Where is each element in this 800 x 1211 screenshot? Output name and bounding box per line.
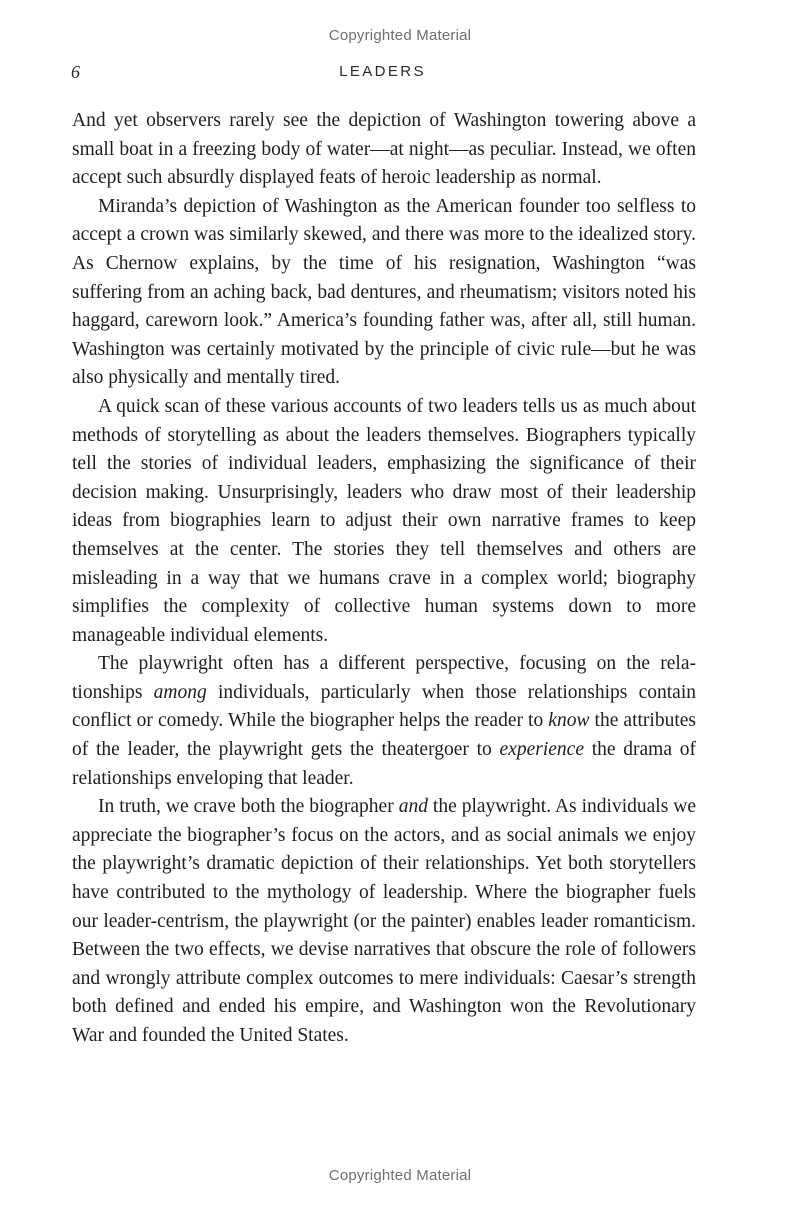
paragraph-text: Miranda’s depiction of Washington as the American founder too selfless to accept a crown was similarly skewed, and there was more to the idealized story. As Chernow explains, by the time of his resignation, Washington “was suffering from an aching back, bad dentures, and rheumatism; visitors noted his haggard, careworn look.” America’s founding father was, after all, still human. Washington was certainly motivated by the principle of civic rule—but he was also physically and mentally tired. bbox=[72, 195, 696, 389]
paragraph-3 bbox=[72, 393, 696, 650]
paragraph-text: And yet observers rarely see the depiction of Washington towering above a small boat in a freezing body of water—at night—as peculiar. Instead, we often accept such absurdly displayed feats of heroic leadership as normal. bbox=[72, 110, 696, 189]
body-text bbox=[72, 107, 696, 1051]
paragraph-text: A quick scan of these various accounts of two leaders tells us as much about methods of storytelling as about the leaders themselves. Biographers typically tell the stories of individual leaders, emphasizing the significance of their decision making. Unsurprisingly, leaders who draw most of their leadership ideas from biographies learn to adjust their own narrative frames to keep themselves at the center. The stories they tell themselves and others are misleading in a way that we humans crave in a complex world; biography simplifies the complexity of collective human systems down to more manageable individual elements. bbox=[72, 395, 696, 646]
paragraph-text: individuals, particularly when those relationships contain conflict or comedy. While the biographer helps the reader to bbox=[72, 681, 697, 732]
emphasis-among: among bbox=[153, 681, 207, 703]
paragraph-text: In truth, we crave both the biographer bbox=[98, 796, 399, 818]
emphasis-experience: experience bbox=[499, 739, 584, 761]
page-number: 6 bbox=[71, 62, 80, 82]
paragraph-1 bbox=[72, 107, 696, 193]
paragraph-5 bbox=[72, 793, 696, 1050]
paragraph-2 bbox=[72, 193, 696, 393]
paragraph-text: the attributes of the leader, the playwright gets the theatergoer to bbox=[72, 710, 696, 761]
paragraph-4 bbox=[72, 650, 696, 793]
paragraph-text: the drama of relationships enveloping that leader. bbox=[72, 739, 696, 789]
running-head: LEADERS bbox=[339, 63, 426, 80]
copyright-watermark-bottom: Copyrighted Material bbox=[328, 1167, 472, 1184]
copyright-watermark-top: Copyrighted Material bbox=[328, 27, 472, 44]
paragraph-text: The playwright often has a different perspective, focusing on the relationships bbox=[72, 653, 696, 703]
paragraph-text: the playwright. As individuals we appreciate the biographer’s focus on the actors, and as social animals we enjoy the playwright’s dramatic depiction of their relationships. Yet both storytellers have contributed to the mythology of leadership. Where the biographer fuels our leader-centrism, the playwright (or the painter) enables leader romanticism. Between the two effects, we devise narratives that obscure the role of followers and wrongly attribute complex outcomes to mere individuals: Caesar’s strength both defined and ended his empire, and Washington won the Revolutionary War and founded the United States. bbox=[72, 796, 696, 1046]
emphasis-and: and bbox=[398, 796, 428, 818]
emphasis-know: know bbox=[548, 710, 590, 732]
